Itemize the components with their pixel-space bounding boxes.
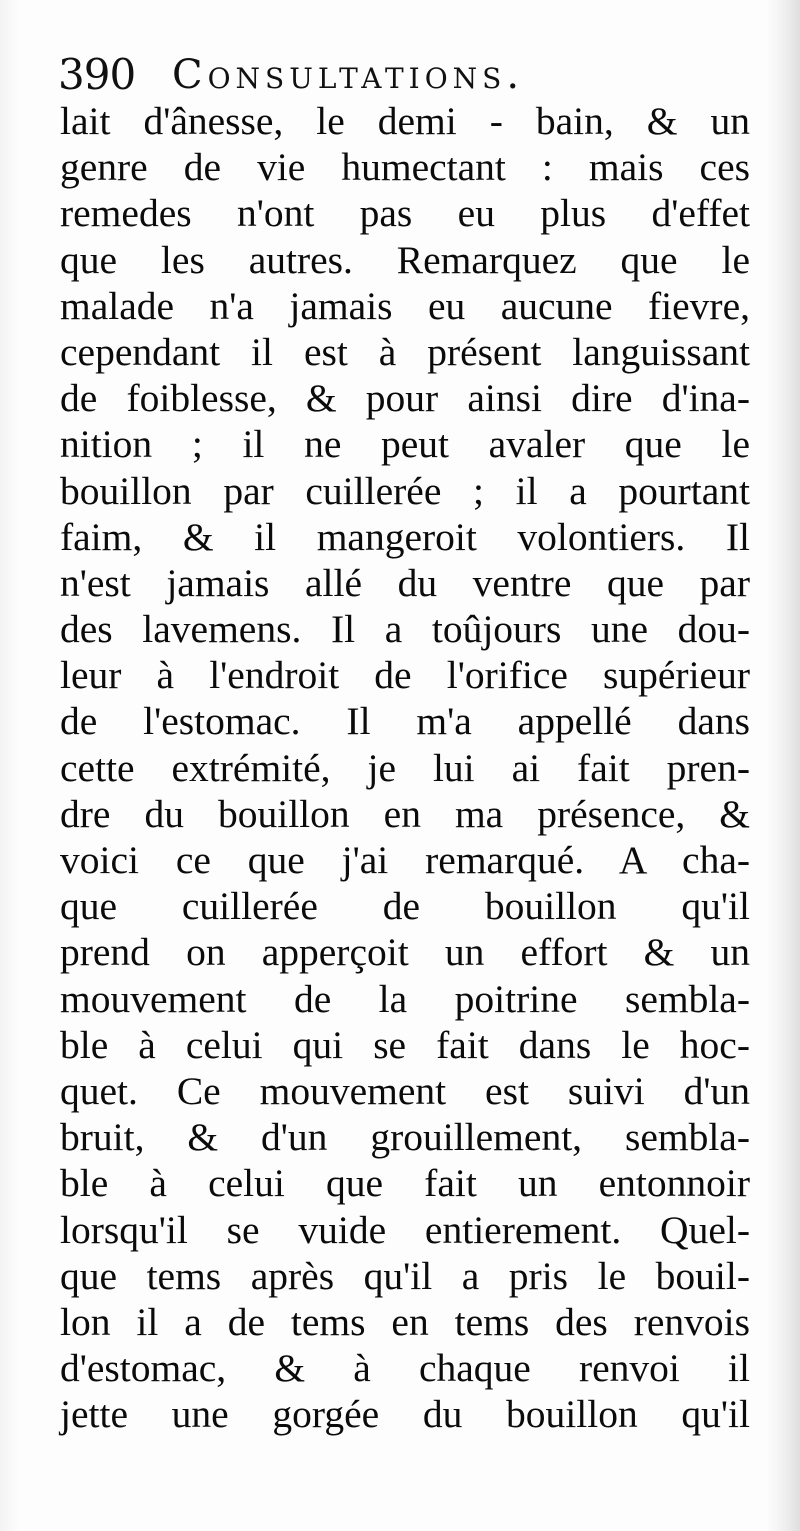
text-line: de foiblesse, & pour ainsi dire d'ina-	[60, 376, 750, 421]
text-line: dre du bouillon en ma présence, &	[60, 791, 750, 836]
text-line: faim, & il mangeroit volontiers. Il	[60, 514, 750, 559]
text-line: malade n'a jamais eu aucune fievre,	[60, 283, 750, 328]
text-line: bouillon par cuillerée ; il a pourtant	[60, 468, 750, 513]
running-head: Consultations.	[172, 52, 525, 98]
text-line: ble à celui qui se fait dans le hoc-	[60, 1022, 750, 1067]
text-line: quet. Ce mouvement est suivi d'un	[60, 1068, 750, 1113]
text-line: leur à l'endroit de l'orifice supérieur	[60, 653, 750, 698]
text-line: lait d'ânesse, le demi - bain, & un	[60, 99, 750, 143]
text-line: cependant il est à présent languissant	[60, 329, 750, 374]
text-line: prend on apperçoit un effort & un	[60, 930, 750, 975]
text-line: n'est jamais allé du ventre que par	[60, 560, 750, 605]
text-line: jette une gorgée du bouillon qu'il	[60, 1392, 750, 1437]
page-gutter-shadow	[0, 0, 20, 1531]
text-line: cette extrémité, je lui ai fait pren-	[60, 745, 750, 790]
text-line: que tems après qu'il a pris le bouil-	[60, 1253, 750, 1298]
body-text	[60, 98, 750, 1437]
page-number: 390	[58, 50, 136, 99]
text-line: lorsqu'il se vuide entierement. Quel-	[60, 1207, 750, 1252]
text-line: que les autres. Remarquez que le	[60, 237, 750, 282]
text-line: d'estomac, & à chaque renvoi il	[60, 1346, 750, 1391]
text-line: ble à celui que fait un entonnoir	[60, 1161, 750, 1206]
text-line: des lavemens. Il a toûjours une dou-	[60, 607, 750, 652]
text-line: remedes n'ont pas eu plus d'effet	[60, 191, 750, 236]
page-header	[58, 44, 758, 104]
text-line: mouvement de la poitrine sembla-	[60, 976, 750, 1021]
text-line: que cuillerée de bouillon qu'il	[60, 884, 750, 929]
text-line: nition ; il ne peut avaler que le	[60, 422, 750, 467]
text-line: lon il a de tems en tems des renvois	[60, 1299, 750, 1344]
text-line: genre de vie humectant : mais ces	[60, 145, 750, 190]
page-edge-shadow	[766, 0, 800, 1531]
text-line: bruit, & d'un grouillement, sembla-	[60, 1115, 750, 1160]
text-line: de l'estomac. Il m'a appellé dans	[60, 699, 750, 744]
text-line: voici ce que j'ai remarqué. A cha-	[60, 838, 750, 882]
